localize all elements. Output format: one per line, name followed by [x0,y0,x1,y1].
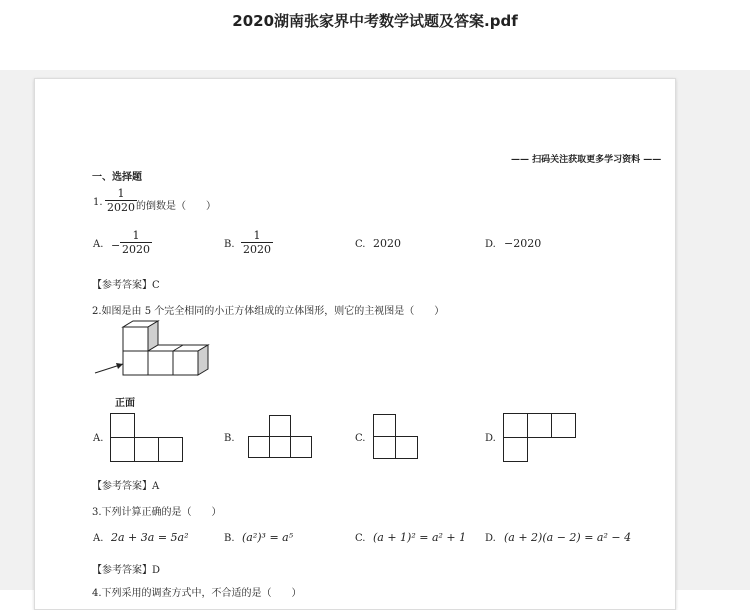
q1-option-c-label: C. [355,239,366,250]
q1-option-c-text: 2020 [373,237,401,250]
q2-option-c-label: C. [355,433,366,444]
q1-option-a-den: 2020 [122,243,150,256]
pdf-page [34,78,676,610]
q2-option-a-figure [110,413,185,463]
header-note: —— 扫码关注获取更多学习资料 —— [511,155,662,165]
q1-option-d-text: −2020 [504,237,542,250]
q2-option-c-figure [373,414,423,464]
q2-stem: 2.如图是由 5 个完全相同的小正方体组成的立体图形，则它的主视图是（ ） [92,306,445,317]
document-title-bar [0,0,750,70]
q2-option-d-figure [503,413,578,463]
q2-option-b-figure [248,415,318,465]
q4-stem: 4.下列采用的调查方式中，不合适的是（ ） [92,588,302,599]
q2-option-b-label: B. [224,433,235,444]
q1-option-b-den: 2020 [243,243,271,256]
q1-option-b-num: 1 [253,229,261,242]
q1-option-a-sign: − [111,239,121,252]
q1-option-d-label: D. [485,239,496,250]
section-heading: 一、选择题 [92,172,142,183]
q3-option-a-label: A. [93,533,104,544]
q3-option-a-text: 2a + 3a = 5a² [111,531,189,544]
q3-option-d-label: D. [485,533,496,544]
q2-answer: 【参考答案】A [92,481,160,492]
document-title: 2020湖南张家界中考数学试题及答案.pdf [232,12,518,30]
q1-stem: 的倒数是（ ） [136,201,216,212]
q1-option-a-num: 1 [132,229,140,242]
q1-frac-num: 1 [117,187,125,200]
q3-option-d-text: (a + 2)(a − 2) = a² − 4 [504,531,632,544]
q3-option-c-text: (a + 1)² = a² + 1 [373,531,467,544]
q1-option-b-label: B. [224,239,235,250]
q2-option-d-label: D. [485,433,496,444]
q1-option-b-fraction [241,229,273,256]
q3-option-b-text: (a²)³ = a⁵ [242,531,294,544]
q1-number: 1. [93,197,103,208]
q3-answer: 【参考答案】D [92,565,161,576]
q2-cube-figure [90,319,220,389]
q1-answer: 【参考答案】C [92,280,160,291]
q1-option-a-label: A. [93,239,104,250]
q2-front-label: 正面 [115,398,135,409]
q3-stem: 3.下列计算正确的是（ ） [92,507,222,518]
q3-option-c-label: C. [355,533,366,544]
q3-option-b-label: B. [224,533,235,544]
q1-option-a-fraction [120,229,152,256]
q2-option-a-label: A. [93,433,104,444]
q1-fraction [105,187,137,214]
q1-frac-den: 2020 [107,201,135,214]
